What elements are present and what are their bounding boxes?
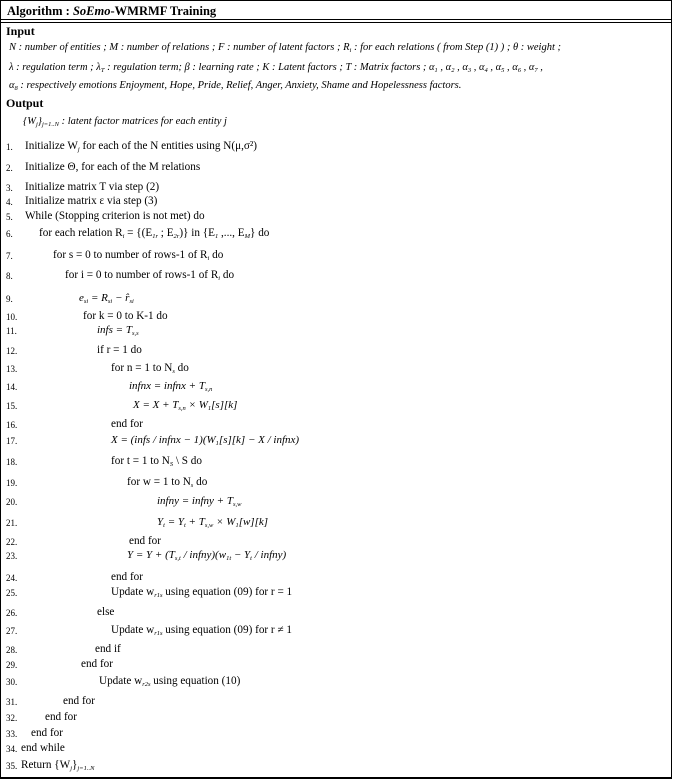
step-number: 26. bbox=[6, 608, 18, 618]
step-number: 21. bbox=[6, 518, 18, 528]
input-heading: Input bbox=[6, 24, 35, 38]
step-text: else bbox=[97, 606, 115, 618]
step-number: 22. bbox=[6, 537, 18, 547]
step-number: 8. bbox=[6, 271, 13, 281]
step-text: While (Stopping criterion is not met) do bbox=[25, 210, 205, 222]
step-text: end for bbox=[111, 418, 143, 430]
step-text: $Y = Y + (T_{s,t}$ / $infny)(w_{1t} - Y_t$ / infny) bbox=[127, 549, 287, 562]
step-text: Initialize $W_j$ for each of the N entities using N(μ,σ²) bbox=[25, 140, 257, 153]
step-text: for w = 1 to $N_s$ do bbox=[127, 476, 208, 489]
step-text: end for bbox=[31, 727, 63, 739]
output-line: $\{W_j\}_{j=1..N}$ : latent factor matrices for each entity j bbox=[23, 116, 227, 128]
step-text: Initialize matrix ε via step (3) bbox=[25, 195, 158, 207]
step-number: 9. bbox=[6, 294, 13, 304]
step-text: for s = 0 to number of rows-1 of $R_i$ do bbox=[53, 249, 224, 262]
input-line-2: λ : regulation term ; $\lambda_T$ : regulation term; β : learning rate ; K : Latent factors ; T : Matrix factors ; $\alpha_1$ , $\alpha_2$ , $\alpha_3$ , $\alpha_4$ , $\alpha_5$ , $\alpha_6$ , $\alpha_7$ , bbox=[9, 62, 543, 74]
step-number: 23. bbox=[6, 551, 18, 561]
step-text: Initialize Θ, for each of the M relations bbox=[25, 161, 201, 173]
step-number: 17. bbox=[6, 436, 18, 446]
step-number: 15. bbox=[6, 401, 18, 411]
step-number: 31. bbox=[6, 697, 18, 707]
step-text: end for bbox=[45, 711, 77, 723]
step-text: for n = 1 to $N_s$ do bbox=[111, 362, 189, 375]
step-text: end for bbox=[111, 571, 143, 583]
step-text: for k = 0 to K-1 do bbox=[83, 310, 168, 322]
input-line-1: N : number of entities ; M : number of relations ; F : number of latent factors ; $R_i$ : for each relations ( from Step (1) ) ; θ : weight ; bbox=[9, 42, 562, 54]
bottom-divider bbox=[1, 777, 671, 778]
step-number: 29. bbox=[6, 660, 18, 670]
step-number: 6. bbox=[6, 229, 13, 239]
step-text: if r = 1 do bbox=[97, 344, 142, 356]
step-text: end while bbox=[21, 742, 65, 754]
title-divider bbox=[1, 19, 671, 20]
step-text: Update $w_{r1s}$ using equation (09) for r = 1 bbox=[111, 586, 293, 599]
step-number: 18. bbox=[6, 457, 18, 467]
step-text: end for bbox=[63, 695, 95, 707]
step-number: 11. bbox=[6, 326, 17, 336]
step-text: for each relation $R_i = \{(E_{1r}$ ; $E_{2r}$)} in {$E_1$ ,..., $E_M$} do bbox=[39, 227, 270, 240]
step-number: 28. bbox=[6, 645, 18, 655]
step-number: 19. bbox=[6, 478, 18, 488]
step-text: end for bbox=[129, 535, 161, 547]
step-number: 16. bbox=[6, 420, 18, 430]
step-text: $X = X + T_{s,n} \times W_1[s][k]$ bbox=[133, 399, 238, 412]
step-text: end if bbox=[95, 643, 121, 655]
step-text: infs = $T_{s,s}$ bbox=[97, 324, 139, 337]
step-number: 1. bbox=[6, 142, 13, 152]
step-number: 27. bbox=[6, 626, 18, 636]
output-heading: Output bbox=[6, 96, 44, 110]
step-number: 20. bbox=[6, 497, 18, 507]
step-number: 30. bbox=[6, 677, 18, 687]
step-number: 4. bbox=[6, 197, 13, 207]
step-number: 24. bbox=[6, 573, 18, 583]
step-text: Return $\{W_j\}_{j=1..N}$ bbox=[21, 759, 95, 772]
step-number: 35. bbox=[6, 761, 18, 771]
step-text: infnx = infnx + $T_{s,n}$ bbox=[129, 380, 213, 393]
step-text: $Y_t = Y_t + T_{s,w} \times W_1[w][k]$ bbox=[157, 516, 269, 529]
step-number: 14. bbox=[6, 382, 18, 392]
step-text: for i = 0 to number of rows-1 of $R_i$ do bbox=[65, 269, 235, 282]
step-text: end for bbox=[81, 658, 113, 670]
step-text: Update $w_{r1s}$ using equation (09) for r ≠ 1 bbox=[111, 624, 292, 637]
step-number: 32. bbox=[6, 713, 18, 723]
algorithm-title: Algorithm : SoEmo-WMRMF Training bbox=[7, 4, 217, 18]
step-number: 13. bbox=[6, 364, 18, 374]
step-number: 33. bbox=[6, 729, 18, 739]
step-text: Update $w_{r2s}$ using equation (10) bbox=[99, 675, 241, 688]
step-number: 12. bbox=[6, 346, 18, 356]
title-divider-double bbox=[1, 22, 671, 23]
step-number: 10. bbox=[6, 312, 18, 322]
step-text: $e_{si} = R_{si}$ − $r̂_{si}$ bbox=[79, 292, 134, 305]
step-number: 25. bbox=[6, 588, 18, 598]
step-text: X = (infs / infnx − $1)(W_1[s][k] - X$ / infnx) bbox=[111, 434, 300, 447]
step-number: 34. bbox=[6, 744, 18, 754]
step-number: 3. bbox=[6, 183, 13, 193]
input-line-3: $\alpha_8$ : respectively emotions Enjoyment, Hope, Pride, Relief, Anger, Anxiety, Shame and Hopelessness factors. bbox=[9, 80, 462, 92]
step-text: Initialize matrix T via step (2) bbox=[25, 181, 160, 193]
step-number: 2. bbox=[6, 163, 13, 173]
step-text: for t = 1 to $N_S$ \ S do bbox=[111, 455, 202, 468]
step-number: 7. bbox=[6, 251, 13, 261]
step-number: 5. bbox=[6, 212, 13, 222]
step-text: infny = infny + $T_{s,w}$ bbox=[157, 495, 242, 508]
